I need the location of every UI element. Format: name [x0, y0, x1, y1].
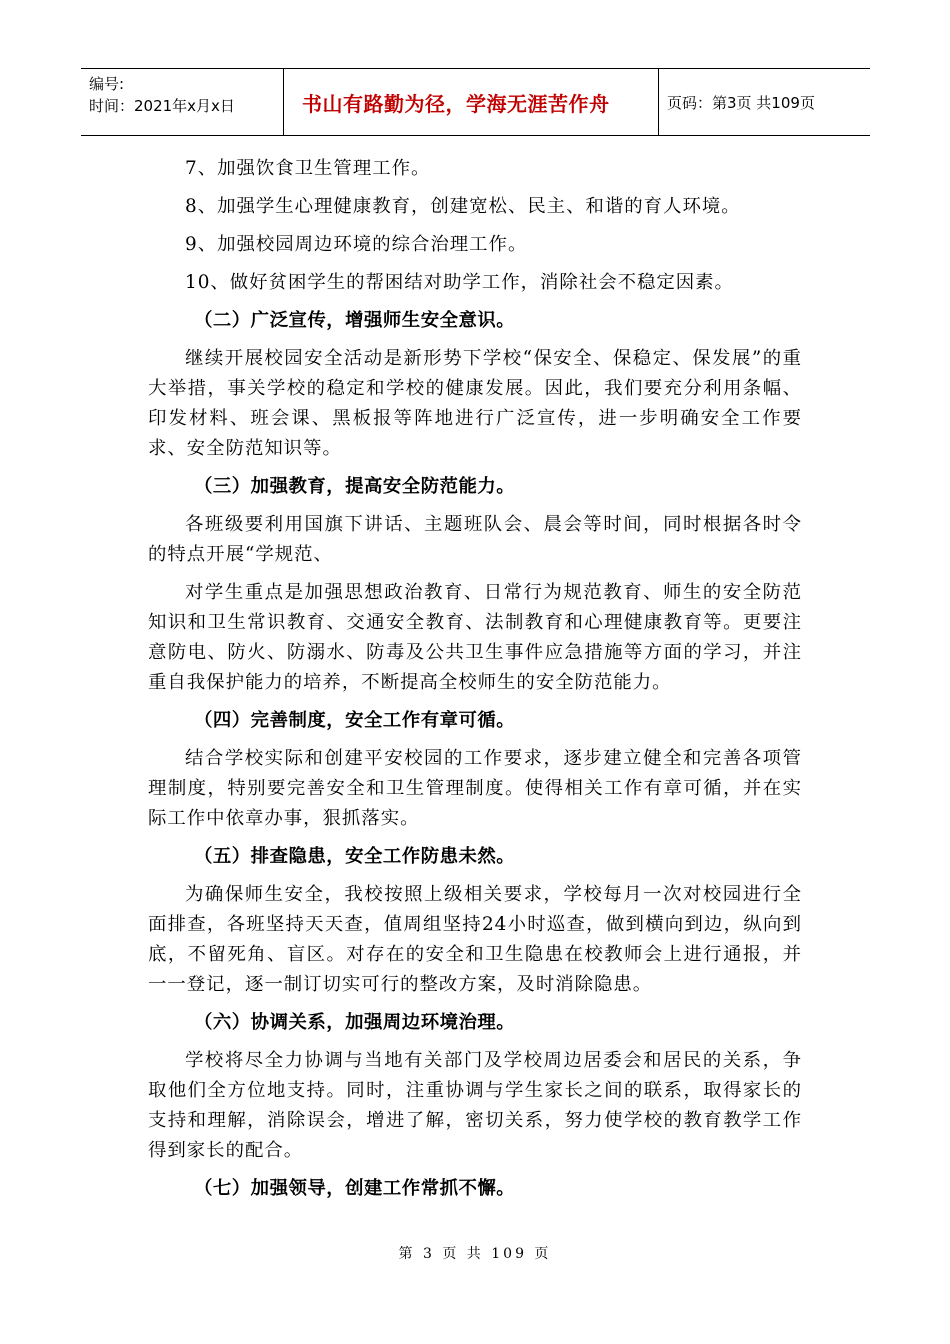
section-heading: （七）加强领导，创建工作常抓不懈。	[194, 1178, 516, 1199]
list-item: 10、做好贫困学生的帮困结对助学工作，消除社会不稳定因素。	[185, 272, 734, 293]
page-footer: 第 3 页 共 109 页	[398, 1246, 552, 1262]
list-item: 9、加强校园周边环境的综合治理工作。	[185, 234, 528, 255]
list-item: 7、加强饮食卫生管理工作。	[185, 158, 431, 179]
paragraph: 继续开展校园安全活动是新形势下学校“保安全、保稳定、保发展”的重大举措，事关学校的稳定和学校的健康发展。因此，我们要充分利用条幅、印发材料、班会课、黑板报等阵地进行广泛宣传，进一步明确安全工作要求、安全防范知识等。	[148, 348, 802, 459]
paragraph: 为确保师生安全，我校按照上级相关要求，学校每月一次对校园进行全面排查，各班坚持天天查，值周组坚持24小时巡查，做到横向到边，纵向到底，不留死角、盲区。对存在的安全和卫生隐患在校教师会上进行通报，并一一登记，逐一制订切实可行的整改方案，及时消除隐患。	[148, 884, 802, 995]
document-body	[148, 154, 802, 1212]
page-header	[81, 68, 870, 136]
time-label: 时间：2021年x月x日	[89, 97, 235, 115]
section-heading: （三）加强教育，提高安全防范能力。	[194, 476, 516, 497]
section-heading: （五）排查隐患，安全工作防患未然。	[194, 846, 516, 867]
paragraph: 学校将尽全力协调与当地有关部门及学校周边居委会和居民的关系，争取他们全方位地支持。同时，注重协调与学生家长之间的联系，取得家长的支持和理解，消除误会，增进了解，密切关系，努力使学校的教育教学工作得到家长的配合。	[148, 1050, 802, 1161]
list-item: 8、加强学生心理健康教育，创建宽松、民主、和谐的育人环境。	[185, 196, 741, 217]
section-heading: （六）协调关系，加强周边环境治理。	[194, 1012, 516, 1033]
header-meta	[81, 69, 284, 135]
paragraph: 结合学校实际和创建平安校园的工作要求，逐步建立健全和完善各项管理制度，特别要完善安全和卫生管理制度。使得相关工作有章可循，并在实际工作中依章办事，狠抓落实。	[148, 748, 802, 829]
section-heading: （二）广泛宣传，增强师生安全意识。	[194, 310, 516, 331]
doc-number-label: 编号:	[89, 75, 125, 93]
header-motto: 书山有路勤为径，学海无涯苦作舟	[284, 69, 659, 135]
section-heading: （四）完善制度，安全工作有章可循。	[194, 710, 516, 731]
header-page-info: 页码：第3页 共109页	[667, 93, 815, 112]
paragraph: 对学生重点是加强思想政治教育、日常行为规范教育、师生的安全防范知识和卫生常识教育、交通安全教育、法制教育和心理健康教育等。更要注意防电、防火、防溺水、防毒及公共卫生事件应急措施等方面的学习，并注重自我保护能力的培养，不断提高全校师生的安全防范能力。	[148, 582, 802, 693]
paragraph: 各班级要利用国旗下讲话、主题班队会、晨会等时间，同时根据各时令的特点开展“学规范、	[148, 514, 802, 565]
